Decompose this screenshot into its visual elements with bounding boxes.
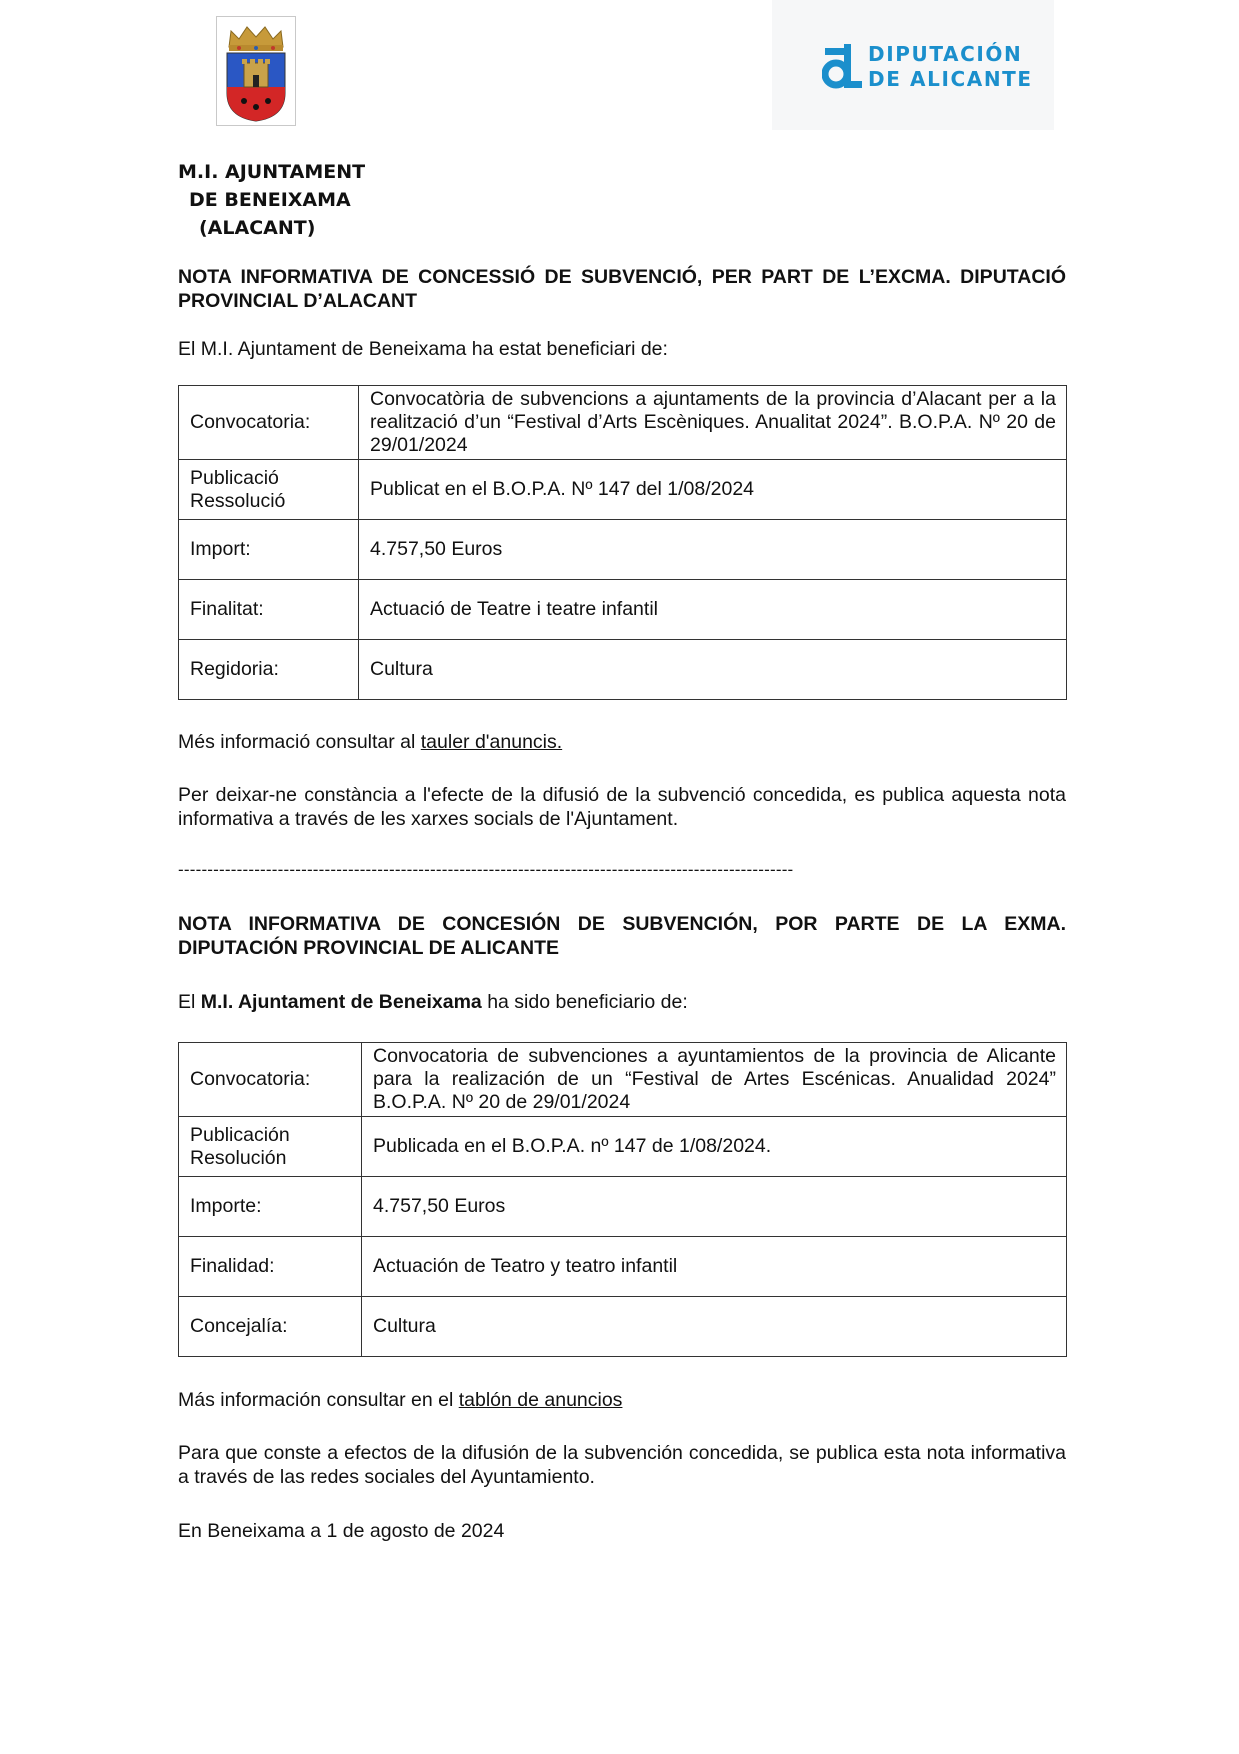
- valencian-closing: Per deixar-ne constància a l'efecte de la difusió de la subvenció concedida, es publica aquesta nota informativa a través de les xarxes socials de l'Ajuntament.: [178, 784, 1066, 830]
- row-value: Convocatòria de subvencions a ajuntaments de la provincia d’Alacant per a la realització d’un “Festival d’Arts Escèniques. Anualitat 2024”. B.O.P.A. Nº 20 de 29/01/2024: [359, 386, 1067, 460]
- table-row: [179, 580, 1067, 640]
- row-label: Finalitat:: [179, 580, 359, 640]
- ajuntament-line-2: DE BENEIXAMA: [189, 189, 351, 211]
- row-label: Import:: [179, 520, 359, 580]
- intro-suffix: ha sido beneficiario de:: [481, 991, 688, 1013]
- table-row: [179, 1177, 1067, 1237]
- row-label: Publicació Ressolució: [179, 460, 359, 520]
- municipal-crest-logo: [216, 16, 296, 126]
- spanish-info-table: [178, 1042, 1067, 1357]
- table-row: [179, 1237, 1067, 1297]
- diputacion-mark-icon: [822, 44, 864, 90]
- table-row: [179, 1117, 1067, 1177]
- row-label: Importe:: [179, 1177, 362, 1237]
- table-row: [179, 1297, 1067, 1357]
- spanish-intro: [178, 990, 1066, 1014]
- more-info-text: Más información consultar en el: [178, 1389, 459, 1411]
- row-value: 4.757,50 Euros: [362, 1177, 1067, 1237]
- row-label: Regidoria:: [179, 640, 359, 700]
- table-row: [179, 460, 1067, 520]
- row-value: Publicat en el B.O.P.A. Nº 147 del 1/08/2024: [359, 460, 1067, 520]
- intro-bold-name: M.I. Ajuntament de Beneixama: [200, 991, 482, 1013]
- row-value: Actuació de Teatre i teatre infantil: [359, 580, 1067, 640]
- row-value: Actuación de Teatro y teatro infantil: [362, 1237, 1067, 1297]
- row-value: Convocatoria de subvenciones a ayuntamientos de la provincia de Alicante para la realización de un “Festival de Artes Escénicas. Anualidad 2024” B.O.P.A. Nº 20 de 29/01/2024: [362, 1043, 1067, 1117]
- row-label: Finalidad:: [179, 1237, 362, 1297]
- row-label: Concejalía:: [179, 1297, 362, 1357]
- date-line: En Beneixama a 1 de agosto de 2024: [178, 1520, 505, 1542]
- row-label: Publicación Resolución: [179, 1117, 362, 1177]
- spanish-more-info: [178, 1388, 1066, 1412]
- row-value: Cultura: [359, 640, 1067, 700]
- valencian-info-table: [178, 385, 1067, 700]
- spanish-closing: Para que conste a efectos de la difusión de la subvención concedida, se publica esta nota informativa a través de las redes sociales del Ayuntamiento.: [178, 1442, 1066, 1488]
- diputacion-alicante-logo: [772, 0, 1054, 130]
- table-row: [179, 520, 1067, 580]
- row-label: Convocatoria:: [179, 1043, 362, 1117]
- row-value: Cultura: [362, 1297, 1067, 1357]
- table-row: [179, 640, 1067, 700]
- spanish-title: NOTA INFORMATIVA DE CONCESIÓN DE SUBVENCIÓN, POR PARTE DE LA EXMA. DIPUTACIÓN PROVINCIAL DE ALICANTE: [178, 913, 1066, 959]
- tablon-anuncios-link[interactable]: tablón de anuncios: [458, 1389, 623, 1411]
- table-row: [179, 1043, 1067, 1117]
- ajuntament-line-1: M.I. AJUNTAMENT: [178, 161, 366, 183]
- valencian-more-info: [178, 730, 1066, 754]
- valencian-intro: El M.I. Ajuntament de Beneixama ha estat beneficiari de:: [178, 338, 668, 360]
- valencian-title: NOTA INFORMATIVA DE CONCESSIÓ DE SUBVENCIÓ, PER PART DE L’EXCMA. DIPUTACIÓ PROVINCIAL D’ALACANT: [178, 266, 1066, 312]
- row-label: Convocatoria:: [179, 386, 359, 460]
- tauler-anuncis-link[interactable]: tauler d'anuncis.: [420, 731, 563, 753]
- logo-text-line-2: DE ALICANTE: [868, 67, 1033, 91]
- logo-text-line-1: DIPUTACIÓN: [868, 42, 1023, 66]
- intro-prefix: El: [178, 991, 201, 1013]
- row-value: 4.757,50 Euros: [359, 520, 1067, 580]
- row-value: Publicada en el B.O.P.A. nº 147 de 1/08/2024.: [362, 1117, 1067, 1177]
- section-separator: ---------------------------------------------------------------------------------------------------------: [178, 860, 794, 879]
- table-row: [179, 386, 1067, 460]
- more-info-text: Més informació consultar al: [178, 731, 421, 753]
- ajuntament-line-3: (ALACANT): [199, 217, 316, 239]
- ajuntament-heading: [178, 158, 365, 242]
